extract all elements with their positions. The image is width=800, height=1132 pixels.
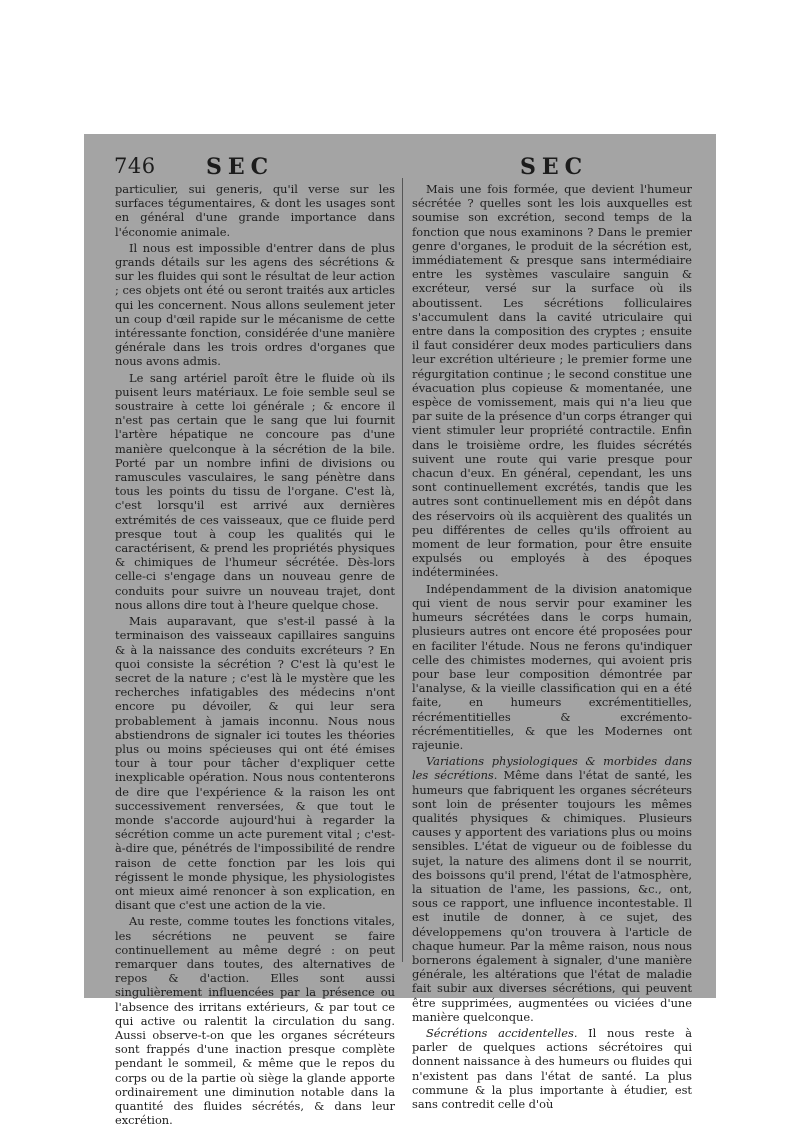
paragraph: Mais une fois formée, que devient l'humeur sécrétée ? quelles sont les lois auxquelles est soumise son excrétion, second temps de la fonction que nous examinons ? Dans le premier genre d'organes, le produit de la sécrétion est, immédiatement & presque sans intermédiaire entre les systèmes vasculaire sanguin & excréteur, versé sur la surface où ils aboutissent. Les sécrétions folliculaires s'accumulent dans la cavité utriculaire qui entre dans la composition des cryptes ; ensuite il faut considérer deux modes particuliers dans leur excrétion ultérieure ; le premier forme une régurgitation continue ; le second constitue une évacuation plus copieuse & momentanée, une espèce de vomissement, mais qui n'a lieu que par suite de la présence d'un corps étranger qui vient stimuler leur propriété contractile. Enfin dans le troisième ordre, les fluides sécrétés suivent une route qui varie presque pour chacun d'eux. En général, cependant, les uns sont continuellement excrétés, tandis que les autres sont continuellement mis en dépôt dans des réservoirs où ils acquièrent des qualités un peu différentes de celles qu'ils offroient au moment de leur formation, pour être ensuite expulsés ou employés à des époques indéterminées. [412,182,692,580]
section-text: Même dans l'état de santé, les humeurs que fabriquent les organes sécréteurs sont loin de présenter toujours les mêmes qualités physiques & chimiques. Plusieurs causes y apportent des variations plus ou moins sensibles. L'état de vigueur ou de foiblesse du sujet, la nature des alimens dont il se nourrit, des boissons qu'il prend, l'état de l'atmosphère, la situation de l'ame, les passions, &c., ont, sous ce rapport, une influence incontestable. Il est inutile de donner, à ce sujet, des développemens qu'on trouvera à l'article de chaque humeur. Par la même raison, nous nous bornerons également à signaler, d'une manière générale, les altérations que l'état de maladie fait subir aux diverses sécrétions, qui peuvent être supprimées, augmentées ou viciées d'une manière quelconque. [412,768,692,1024]
scanned-page [84,134,716,1128]
running-head-left: SEC [206,154,275,180]
paragraph [412,1026,692,1111]
left-column [115,182,395,1129]
paragraph: Mais auparavant, que s'est-il passé à la terminaison des vaisseaux capillaires sanguins & à la naissance des conduits excréteurs ? En quoi consiste la sécrétion ? C'est là qu'est le secret de la nature ; c'est là le mystère que les recherches infatigables des médecins n'ont encore pu dévoiler, & qui leur sera probablement à jamais inconnu. Nous nous abstiendrons de signaler ici toutes les théories plus ou moins spécieuses qui ont été émises tour à tour pour tâcher d'expliquer cette inexplicable opération. Nous nous contenterons de dire que l'expérience & la raison les ont successivement renversées, & que tout le monde s'accorde aujourd'hui à regarder la sécrétion comme un acte purement vital ; c'est-à-dire que, pénétrés de l'impossibilité de rendre raison de cette fonction par les lois qui régissent le monde physique, les physiologistes ont mieux aimé renoncer à son explication, en disant que c'est une action de la vie. [115,614,395,913]
paragraph: particulier, sui generis, qu'il verse sur les surfaces tégumentaires, & dont les usages sont en général d'une grande importance dans l'économie animale. [115,182,395,239]
section-text: Il nous reste à parler de quelques actions sécrétoires qui donnent naissance à des humeurs ou fluides qui n'existent pas dans l'état de santé. La plus commune & la plus importante à étudier, est sans contredit celle d'où [412,1025,692,1111]
section-heading: Sécrétions accidentelles. [426,1025,578,1040]
right-column [412,182,692,1113]
running-head-right: SEC [520,154,589,180]
page-header [84,154,716,184]
paragraph: Au reste, comme toutes les fonctions vitales, les sécrétions ne peuvent se faire continuellement au même degré : on peut remarquer dans toutes, des alternatives de repos & d'action. Elles sont aussi singulièrement influencées par la présence ou l'absence des irritans extérieurs, & par tout ce qui active ou ralentit la circulation du sang. Aussi observe-t-on que les organes sécréteurs sont frappés d'une inaction presque complète pendant le sommeil, & même que le repos du corps ou de la partie où siège la glande apporte ordinairement une diminution notable dans la quantité des fluides sécrétés, & dans leur excrétion. [115,914,395,1128]
column-divider [402,178,403,962]
paragraph [412,754,692,1024]
paragraph: Indépendamment de la division anatomique qui vient de nous servir pour examiner les humeurs sécrétées dans le corps humain, plusieurs autres ont encore été proposées pour en faciliter l'étude. Nous ne ferons qu'indiquer celle des chimistes modernes, qui avoient pris pour base leur composition démontrée par l'analyse, & la vieille classification qui en a été faite, en humeurs excrémentitielles, récrémentitielles & excrémento-récrémentitielles, & que les Modernes ont rajeunie. [412,581,692,752]
page-number: 746 [114,154,156,178]
paragraph: Il nous est impossible d'entrer dans de plus grands détails sur les agens des sécrétions & sur les fluides qui sont le résultat de leur action ; ces objets ont été ou seront traités aux articles qui les concernent. Nous allons seulement jeter un coup d'œil rapide sur le mécanisme de cette intéressante fonction, considérée d'une manière générale dans les trois ordres d'organes que nous avons admis. [115,240,395,369]
section-heading: Variations physiologiques & morbides dans les sécrétions. [412,754,692,783]
paragraph: Le sang artériel paroît être le fluide où ils puisent leurs matériaux. Le foie semble seul se soustraire à cette loi générale ; & encore il n'est pas certain que le sang que lui fournit l'artère hépatique ne concoure pas d'une manière quelconque à la sécrétion de la bile. Porté par un nombre infini de divisions ou ramuscules vasculaires, le sang pénètre dans tous les points du tissu de l'organe. C'est là, c'est lorsqu'il est arrivé aux dernières extrémités de ces vaisseaux, que ce fluide perd presque tout à coup les qualités qui le caractérisent, & prend les propriétés physiques & chimiques de l'humeur sécrétée. Dès-lors celle-ci s'engage dans un nouveau genre de conduits pour suivre un nouveau trajet, dont nous allons dire tout à l'heure quelque chose. [115,370,395,612]
